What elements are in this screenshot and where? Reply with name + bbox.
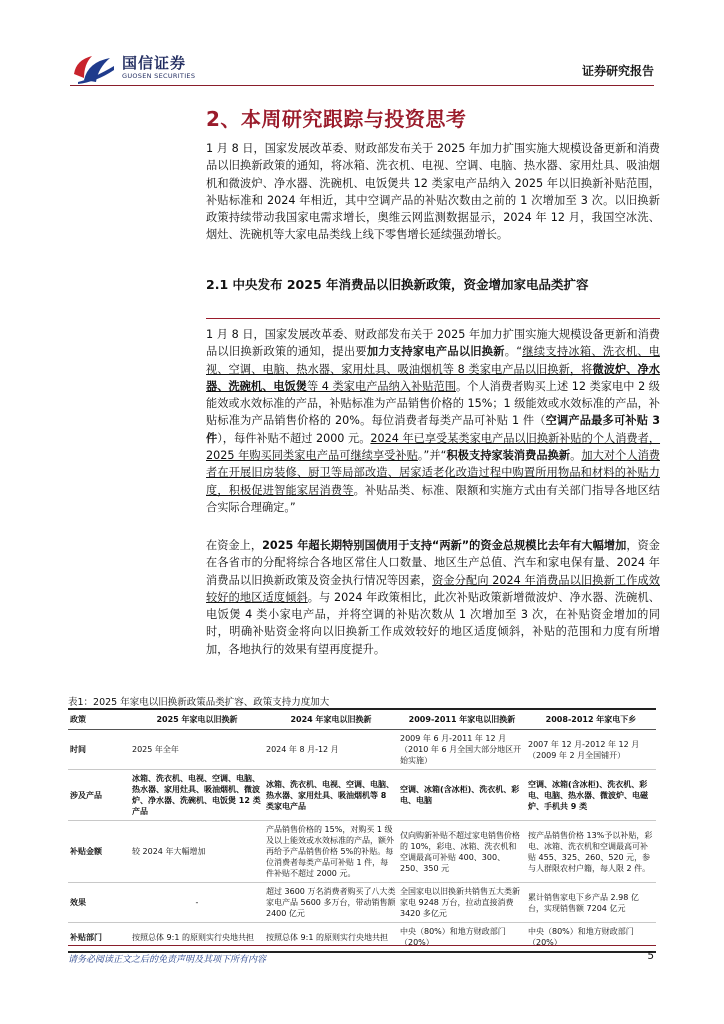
table-cell: 按照总体 9:1 的原则实行央地共担 [130,923,264,953]
table-cell: - [130,883,264,923]
underlined-text: 继续支持冰箱、洗衣机、电视、空调、电脑、热水器、家用灶具、吸油烟机等 8 类家电产品以旧换新，将 [206,345,660,376]
table-row [68,730,656,770]
emphasis-underlined: 微波炉、净水器、洗碗机、电饭煲 [206,362,660,393]
table-cell: 较 2024 年大幅增加 [130,821,264,883]
row-label: 时间 [68,730,130,770]
table-cell: 全国家电以旧换新共销售五大类新家电 9248 万台，拉动直接消费 3420 多亿元 [398,883,526,923]
table-cell: 冰箱、洗衣机、电视、空调、电脑、热水器、家用灶具、吸油烟机等 8 类家电产品 [264,770,398,821]
underlined-text: 等 4 类家电产品纳入补贴范围 [307,379,456,393]
company-name-cn: 国信证券 [122,54,187,72]
table-cell: 中央（80%）和地方财政部门（20%） [526,923,656,953]
page-number: 5 [647,950,654,962]
company-name-en: GUOSEN SECURITIES [122,72,196,80]
intro-paragraph: 1 月 8 日，国家发展改革委、财政部发布关于 2025 年加力扩围实施大规模设备更新和消费品以旧换新政策的通知，将冰箱、洗衣机、电视、空调、电脑、热水器、家用灶具、吸油烟机和微波炉、净水器、洗碗机、电饭煲共 12 类家电产品纳入 2025 年以旧换新补贴范围，补贴标准和 2024 年相近，其中空调产品的补贴次数由之前的 1 次增加至 3 次。以旧换新政策持续带动我国家电需求增长，奥维云网监测数据显示，2024 年 12 月，我国空冰洗、烟灶、洗碗机等大家电品类线上线下零售增长延续强劲增长。 [206,142,660,242]
emphasis: 2025 年超长期特别国债用于支持“两新”的资金总规模比去年有大幅增加 [262,539,627,552]
document-type: 证券研究报告 [581,64,654,78]
table-cell: 空调、冰箱(含冰柜)、洗衣机、彩电、电脑、热水器、微波炉、电磁炉、手机共 9 类 [526,770,656,821]
row-label: 补贴部门 [68,923,130,953]
policy-paragraph: 1 月 8 日，国家发展改革委、财政部发布关于 2025 年加力扩围实施大规模设备更新和消费品以旧换新政策的通知，提出要加力支持家电产品以旧换新。“继续支持冰箱、洗衣机、电视、空调、电脑、热水器、家用灶具、吸油烟机等 8 类家电产品以旧换新，将微波炉、净水器、洗碗机、电饭煲等 4 类家电产品纳入补贴范围。个人消费者购买上述 12 类家电中 2 级能效或水效标准的产品，补贴标准为产品销售价格的 15%；1 级能效或水效标准的产品，补贴标准为产品销售价格的 20%。每位消费者每类产品可补贴 1 件（空调产品最多可补贴 3 件），每件补贴不超过 2000 元。2024 年已享受某类家电产品以旧换新补贴的个人消费者，2025 年购买同类家电产品可继续享受补贴。”并“积极支持家装消费品换新。加大对个人消费者在开展旧房装修、厨卫等局部改造、居家适老化改造过程中购置所用物品和材料的补贴力度，积极促进智能家居消费等。补贴品类、标准、限额和实施方式由有关部门指导各地区结合实际合理确定。” [206,328,661,514]
emphasis: 空调产品最多可补贴 3 件 [206,414,661,445]
table-row [68,821,656,883]
underlined-text: 资金分配向 2024 年消费品以旧换新工作成效较好的地区适度倾斜 [206,573,660,604]
table-cell: 2024 年 8 月-12 月 [264,730,398,770]
column-header: 2009-2011 年家电以旧换新 [398,709,526,730]
table-cell: 冰箱、洗衣机、电视、空调、电脑、热水器、家用灶具、吸油烟机、微波炉、净水器、洗碗机、电饭煲 12 类产品 [130,770,264,821]
emphasis: 积极支持家装消费品换新 [446,449,571,463]
table-cell: 2025 年全年 [130,730,264,770]
subsection-title: 2.1 中央发布 2025 年消费品以旧换新政策，资金增加家电品类扩容 [206,277,589,292]
table-header-row [68,709,656,730]
table-caption: 表1：2025 年家电以旧换新政策品类扩容、政策支持力度加大 [68,697,330,708]
column-header: 2024 年家电以旧换新 [264,709,398,730]
header-divider [70,85,654,86]
column-header: 2025 年家电以旧换新 [130,709,264,730]
table-cell: 产品销售价格的 15%，对购买 1 级及以上能效或水效标准的产品，额外再给予产品销售价格 5%的补贴。每位消费者每类产品可补贴 1 件，每件补贴不超过 2000 元。 [264,821,398,883]
table-cell: 仅向购新补贴不超过家电销售价格的 10%，彩电、冰箱、洗衣机和空调最高可补贴 400、300、250、350 元 [398,821,526,883]
table-cell: 2009 年 6 月-2011 年 12 月（2010 年 6 月全国大部分地区开始实施） [398,730,526,770]
table-cell: 中央（80%）和地方财政部门（20%） [398,923,526,953]
underlined-text: 2024 年已享受某类家电产品以旧换新补贴的个人消费者，2025 年购买同类家电产品可继续享受补贴 [206,431,661,463]
row-label: 涉及产品 [68,770,130,821]
policy-comparison-table [68,708,656,953]
table-cell: 按产品销售价格 13%予以补贴，彩电、冰箱、洗衣机和空调最高可补贴 455、325、260、520 元，参与人群限农村户籍，每人限 2 件。 [526,821,656,883]
row-label: 效果 [68,883,130,923]
table-cell: 空调、冰箱(含冰柜)、洗衣机、彩电、电脑 [398,770,526,821]
underlined-text: 加大对个人消费者在开展旧房装修、厨卫等局部改造、居家适老化改造过程中购置所用物品和材料的补贴力度，积极促进智能家居消费等 [206,449,660,497]
subsection-divider [206,318,660,319]
table-row [68,770,656,821]
table-cell: 累计销售家电下乡产品 2.98 亿台，实现销售额 7204 亿元 [526,883,656,923]
table-row [68,923,656,953]
table-cell: 按照总体 9:1 的原则实行央地共担 [264,923,398,953]
footer-divider [68,945,656,946]
funding-paragraph: 在资金上，2025 年超长期特别国债用于支持“两新”的资金总规模比去年有大幅增加，资金在各省市的分配将综合各地区常住人口数量、地区生产总值、汽车和家电保有量、2024 年消费品以旧换新政策及资金执行情况等因素，资金分配向 2024 年消费品以旧换新工作成效较好的地区适度倾斜。与 2024 年政策相比，此次补贴政策新增微波炉、净水器、洗碗机、电饭煲 4 类小家电产品，并将空调的补贴次数从 1 次增加至 3 次，在补贴资金增加的同时，明确补贴资金将向以旧换新工作成效较好的地区适度倾斜，补贴的范围和力度有所增加，各地执行的效果有望再度提升。 [206,539,660,656]
table-row [68,883,656,923]
table-cell: 超过 3600 万名消费者购买了八大类家电产品 5600 多万台，带动销售额 2400 亿元 [264,883,398,923]
section-title: 2、本周研究跟踪与投资思考 [206,107,467,131]
column-header: 2008-2012 年家电下乡 [526,709,656,730]
emphasis: 加力支持家电产品以旧换新 [366,345,505,359]
row-label: 补贴金额 [68,821,130,883]
disclaimer-note: 请务必阅读正文之后的免责声明及其项下所有内容 [68,955,267,965]
table-cell: 2007 年 12 月-2012 年 12 月（2009 年 2 月全国铺开） [526,730,656,770]
column-header: 政策 [68,709,130,730]
guosen-logo-icon [70,48,118,88]
